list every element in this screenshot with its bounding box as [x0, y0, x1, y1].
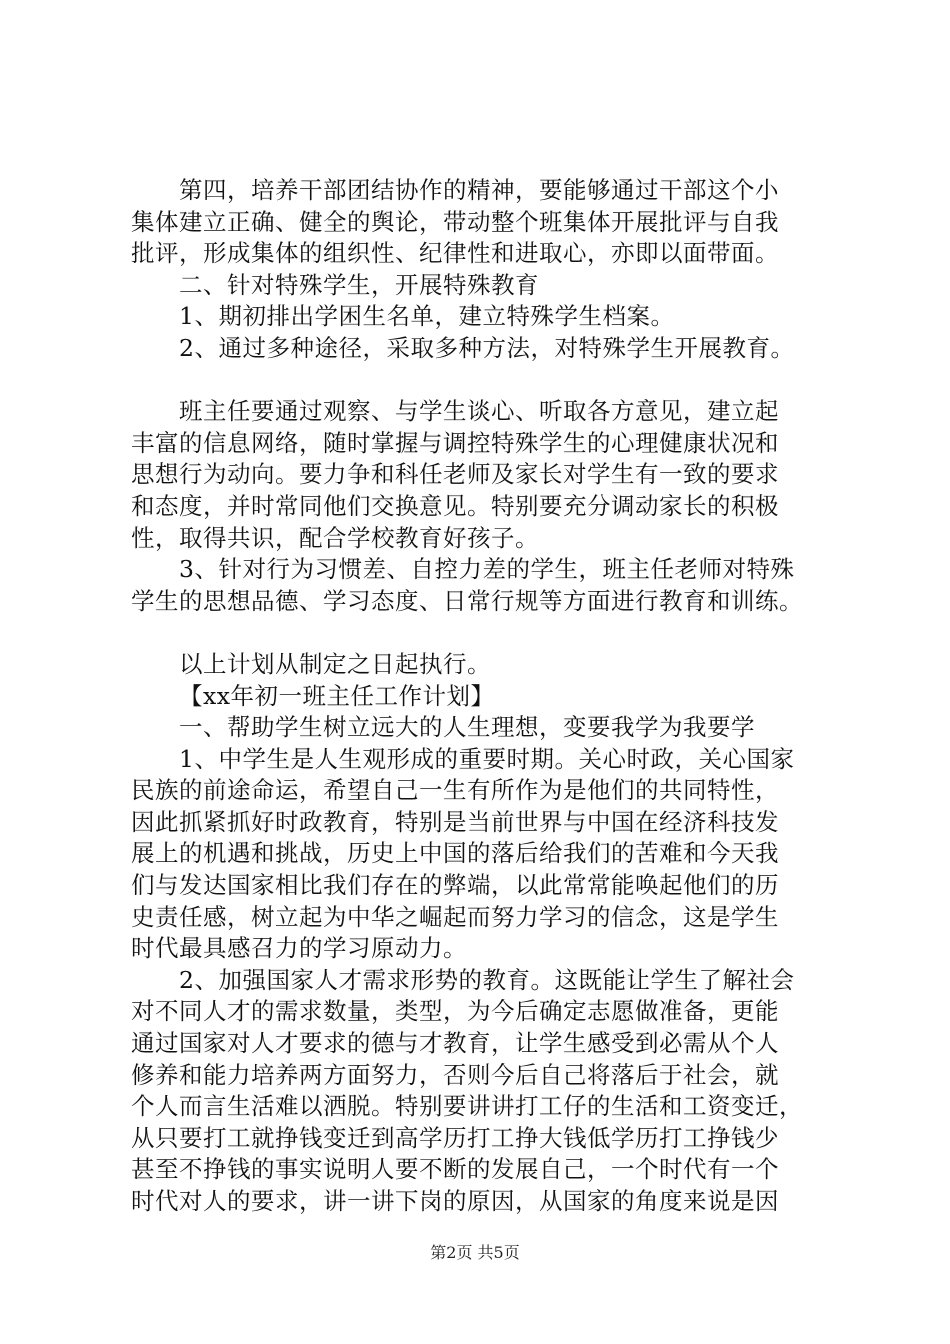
- paragraph-line: 时代最具感召力的学习原动力。: [131, 934, 467, 963]
- paragraph-line: 丰富的信息网络，随时掌握与调控特殊学生的心理健康状况和: [131, 428, 779, 457]
- paragraph-line: 性，取得共识，配合学校教育好孩子。: [131, 523, 539, 552]
- paragraph-line: 从只要打工就挣钱变迁到高学历打工挣大钱低学历打工挣钱少: [131, 1123, 779, 1152]
- paragraph-line: 和态度，并时常同他们交换意见。特别要充分调动家长的积极: [131, 491, 779, 520]
- paragraph-line: 史责任感，树立起为中华之崛起而努力学习的信念，这是学生: [131, 902, 779, 931]
- list-item: 3、针对行为习惯差、自控力差的学生，班主任老师对特殊: [179, 555, 795, 584]
- paragraph-line: 班主任要通过观察、与学生谈心、听取各方意见，建立起: [179, 397, 779, 426]
- section-heading: 一、帮助学生树立远大的人生理想，变要我学为我要学: [179, 713, 755, 742]
- paragraph-line: 思想行为动向。要力争和科任老师及家长对学生有一致的要求: [131, 460, 779, 489]
- document-body: [131, 175, 831, 1218]
- paragraph-line: 们与发达国家相比我们存在的弊端，以此常常能唤起他们的历: [131, 871, 779, 900]
- page-number-footer: 第2页 共5页: [430, 1243, 520, 1262]
- paragraph-line: 第四，培养干部团结协作的精神，要能够通过干部这个小: [179, 176, 779, 204]
- paragraph-line: 批评，形成集体的组织性、纪律性和进取心，亦即以面带面。: [131, 239, 779, 268]
- list-item: 2、通过多种途径，采取多种方法，对特殊学生开展教育。: [179, 333, 795, 362]
- paragraph-line: 展上的机遇和挑战，历史上中国的落后给我们的苦难和今天我: [131, 839, 779, 868]
- blank-line: [131, 365, 831, 397]
- list-item: 1、中学生是人生观形成的重要时期。关心时政，关心国家: [179, 744, 795, 773]
- paragraph-line: 时代对人的要求，讲一讲下岗的原因，从国家的角度来说是因: [131, 1187, 779, 1215]
- document-title: 【xx年初一班主任工作计划】: [179, 681, 495, 710]
- blank-line: [131, 617, 831, 649]
- paragraph-line: 对不同人才的需求数量，类型，为今后确定志愿做准备，更能: [131, 997, 779, 1026]
- paragraph-line: 学生的思想品德、学习态度、日常行规等方面进行教育和训练。: [131, 586, 803, 615]
- paragraph-line: 甚至不挣钱的事实说明人要不断的发展自己，一个时代有一个: [131, 1155, 779, 1184]
- list-item: 2、加强国家人才需求形势的教育。这既能让学生了解社会: [179, 965, 795, 994]
- paragraph-line: 民族的前途命运，希望自己一生有所作为是他们的共同特性，: [131, 776, 779, 805]
- paragraph-line: 以上计划从制定之日起执行。: [179, 649, 491, 678]
- paragraph-line: 集体建立正确、健全的舆论，带动整个班集体开展批评与自我: [131, 207, 779, 236]
- paragraph-line: 因此抓紧抓好时政教育，特别是当前世界与中国在经济科技发: [131, 807, 779, 836]
- list-item: 1、期初排出学困生名单，建立特殊学生档案。: [179, 302, 675, 331]
- paragraph-line: 个人而言生活难以洒脱。特别要讲讲打工仔的生活和工资变迁，: [131, 1092, 803, 1121]
- paragraph-line: 通过国家对人才要求的德与才教育，让学生感受到必需从个人: [131, 1029, 779, 1058]
- section-heading: 二、针对特殊学生，开展特殊教育: [179, 270, 539, 299]
- paragraph-line: 修养和能力培养两方面努力，否则今后自己将落后于社会，就: [131, 1060, 779, 1089]
